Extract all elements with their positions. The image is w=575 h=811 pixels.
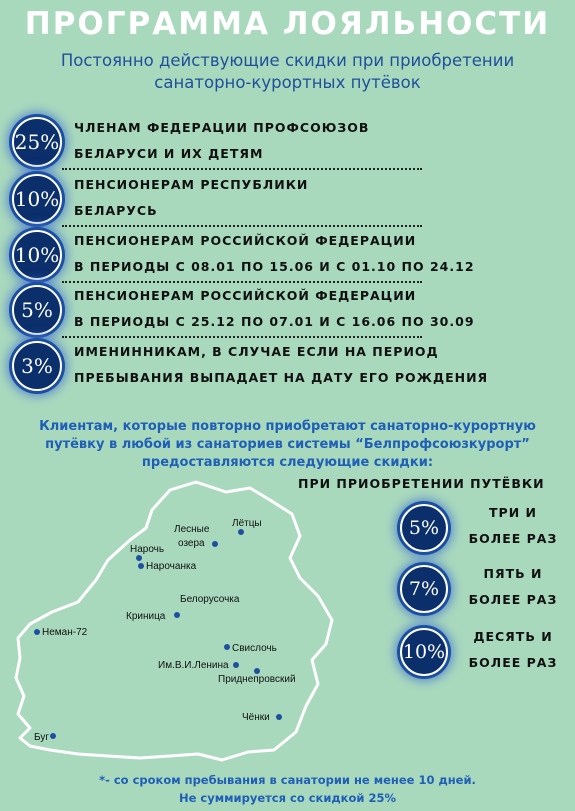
place-label-naroch: Нарочь — [130, 544, 165, 555]
discount-row-pensioners-by — [12, 174, 572, 228]
discount-badge: 3% — [12, 341, 62, 391]
subtitle-line-2: санаторно-курортных путёвок — [154, 73, 421, 92]
repeat-discount-row — [400, 504, 570, 560]
repeat-text-line-1: ДЕСЯТЬ И — [473, 629, 553, 644]
discount-text-line-2: В ПЕРИОДЫ С 08.01 ПО 15.06 И С 01.10 ПО 24.12 — [74, 259, 475, 274]
place-dot — [136, 555, 142, 561]
place-dot — [50, 733, 56, 739]
discount-text — [74, 115, 564, 167]
footnote-line-1: *- со сроком пребывания в санатории не менее 10 дней. — [99, 773, 476, 787]
place-dot — [233, 662, 239, 668]
discount-text — [74, 283, 564, 335]
belarus-map — [0, 470, 400, 770]
footnote-line-2: Не суммируется со скидкой 25% — [179, 791, 396, 805]
discount-badge: 5% — [12, 285, 62, 335]
place-dot — [238, 529, 244, 535]
discount-row-birthday — [12, 341, 572, 395]
discount-text-line-1: ПЕНСИОНЕРАМ РОССИЙСКОЙ ФЕДЕРАЦИИ — [74, 288, 417, 303]
page-subtitle — [0, 50, 575, 94]
discount-text-line-2: ПРЕБЫВАНИЯ ВЫПАДАЕТ НА ДАТУ ЕГО РОЖДЕНИЯ — [74, 370, 489, 385]
discount-row-pensioners-ru-2 — [12, 285, 572, 339]
repeat-discounts-title: ПРИ ПРИОБРЕТЕНИИ ПУТЁВКИ — [298, 476, 545, 491]
place-dot — [138, 563, 144, 569]
discount-text-line-2: В ПЕРИОДЫ С 25.12 ПО 07.01 И С 16.06 ПО 30.09 — [74, 314, 475, 329]
dotted-divider — [62, 168, 422, 170]
subtitle-line-1: Постоянно действующие скидки при приобретении — [60, 51, 515, 70]
discount-text — [74, 228, 564, 280]
discount-badge: 10% — [12, 230, 62, 280]
discount-row-pensioners-ru-1 — [12, 230, 572, 284]
dotted-divider — [62, 336, 422, 338]
place-label-neman-72: Неман-72 — [42, 627, 88, 638]
discount-text-line-1: ИМЕНИННИКАМ, В СЛУЧАЕ ЕСЛИ НА ПЕРИОД — [74, 344, 439, 359]
repeat-text-line-2: БОЛЕЕ РАЗ — [468, 592, 558, 607]
promo-line-2: путёвку в любой из санаториев системы “Белпрофсоюзкурорт” — [45, 437, 530, 452]
place-label-lenina: Им.В.И.Ленина — [158, 660, 229, 671]
place-label-pridneprovsky: Приднепровский — [218, 674, 296, 685]
discount-text-line-2: БЕЛАРУСИ И ИХ ДЕТЯМ — [74, 146, 264, 161]
place-dot — [224, 644, 230, 650]
place-dot — [174, 612, 180, 618]
discount-text-line-1: ЧЛЕНАМ ФЕДЕРАЦИИ ПРОФСОЮЗОВ — [74, 120, 370, 135]
discount-row-members — [12, 117, 572, 171]
repeat-text-line-2: БОЛЕЕ РАЗ — [468, 531, 558, 546]
place-label-krinitsa: Криница — [126, 611, 166, 622]
discount-text-line-1: ПЕНСИОНЕРАМ РЕСПУБЛИКИ — [74, 177, 309, 192]
repeat-text-line-1: ПЯТЬ И — [483, 566, 543, 581]
dotted-divider — [62, 225, 422, 227]
place-dot — [34, 629, 40, 635]
discount-text-line-2: БЕЛАРУСЬ — [74, 203, 158, 218]
promo-line-3: предоставляются следующие скидки: — [141, 455, 434, 470]
discount-badge: 25% — [12, 117, 62, 167]
place-label-bug: Буг — [34, 732, 49, 743]
repeat-discount-row — [400, 628, 570, 684]
repeat-discount-text — [458, 561, 568, 613]
repeat-purchase-promo — [0, 418, 575, 472]
discount-badge: 10% — [400, 628, 448, 676]
place-label-chenki: Чёнки — [242, 712, 270, 723]
discount-text — [74, 172, 564, 224]
place-label-lesnye: Лесные — [174, 524, 210, 535]
repeat-discount-text — [458, 624, 568, 676]
repeat-text-line-1: ТРИ И — [489, 505, 537, 520]
place-label-belorusochka: Белорусочка — [180, 594, 240, 605]
promo-line-1: Клиентам, которые повторно приобретают санаторно-курортную — [39, 419, 536, 434]
place-label-narochanka: Нарочанка — [146, 561, 197, 572]
place-label-svisloch: Свислочь — [232, 643, 277, 654]
place-label-lettsy: Лётцы — [232, 518, 262, 529]
place-dot — [212, 541, 218, 547]
discount-text-line-1: ПЕНСИОНЕРАМ РОССИЙСКОЙ ФЕДЕРАЦИИ — [74, 233, 417, 248]
footnote — [0, 771, 575, 807]
discount-text — [74, 339, 564, 391]
discount-badge: 10% — [12, 174, 62, 224]
place-label-ozera: озера — [178, 538, 205, 549]
repeat-discount-row — [400, 565, 570, 621]
discount-badge: 5% — [400, 504, 448, 552]
repeat-text-line-2: БОЛЕЕ РАЗ — [468, 655, 558, 670]
page-title: ПРОГРАММА ЛОЯЛЬНОСТИ — [24, 6, 551, 42]
discount-badge: 7% — [400, 565, 448, 613]
repeat-discount-text — [458, 500, 568, 552]
place-dot — [276, 714, 282, 720]
